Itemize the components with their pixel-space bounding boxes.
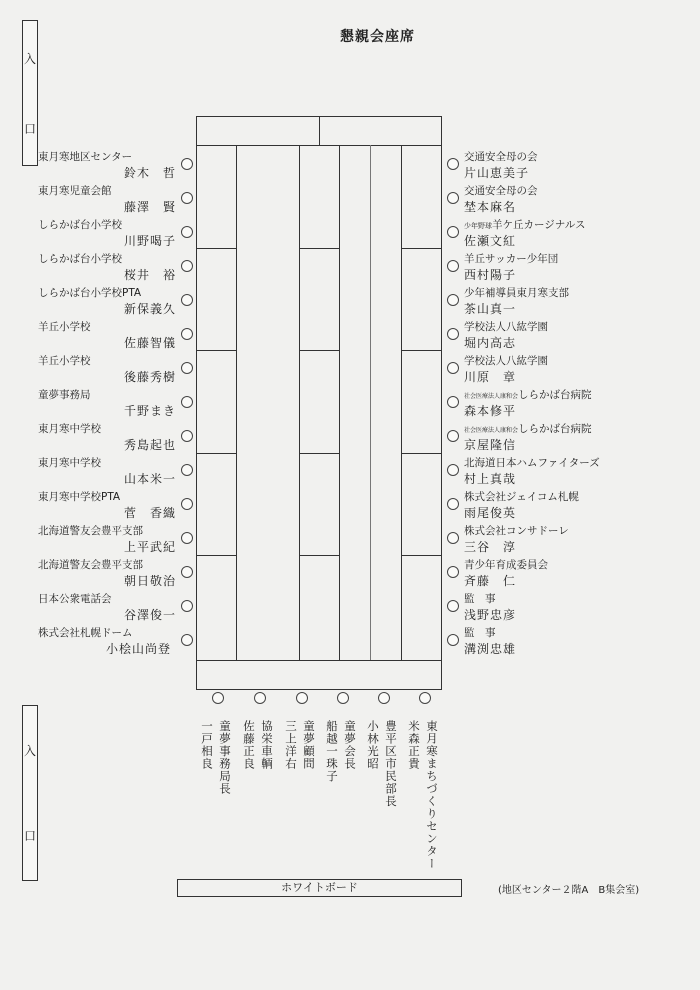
inner-line xyxy=(236,145,237,660)
table-divider xyxy=(299,248,339,249)
guest-bottom-text: 佐藤正良 xyxy=(242,720,256,770)
guest-org-prefix: 少年野球 xyxy=(464,222,492,230)
guest-name: 菅 香織 xyxy=(124,506,177,520)
guest-org xyxy=(464,149,538,164)
seat-circle[interactable] xyxy=(447,532,459,544)
table-top-divider xyxy=(319,116,320,146)
guest-org xyxy=(464,285,569,300)
guest-org: 東月寒中学校 xyxy=(38,457,101,469)
seat-circle[interactable] xyxy=(181,362,193,374)
guest-name: 新保義久 xyxy=(124,302,177,316)
guest-org: 北海道警友会豊平支部 xyxy=(38,559,143,571)
seat-circle[interactable] xyxy=(447,566,459,578)
guest-org: しらかば台小学校 xyxy=(38,253,122,265)
guest-name: 川原 章 xyxy=(464,370,517,384)
inner-line xyxy=(401,145,402,660)
guest-name: 斉藤 仁 xyxy=(464,574,517,588)
guest-name: 堀内高志 xyxy=(464,336,517,350)
seat-circle[interactable] xyxy=(181,430,193,442)
guest-org xyxy=(464,557,548,572)
guest-org-text: 監 事 xyxy=(464,627,496,639)
guest-name: 京屋隆信 xyxy=(464,438,517,452)
seat-circle[interactable] xyxy=(447,158,459,170)
guest-name: 鈴木 哲 xyxy=(124,166,177,180)
guest-org xyxy=(464,523,569,538)
guest-org-text: 羊丘サッカー少年団 xyxy=(464,253,559,265)
guest-org: 東月寒中学校 xyxy=(38,423,101,435)
guest-bottom-text: 東月寒まちづくりセンター xyxy=(425,720,439,870)
table-divider xyxy=(299,453,339,454)
guest-name: 上平武紀 xyxy=(124,540,177,554)
table-divider xyxy=(196,555,236,556)
seat-circle[interactable] xyxy=(254,692,266,704)
seat-circle[interactable] xyxy=(181,600,193,612)
seat-circle[interactable] xyxy=(181,396,193,408)
guest-name: 小桧山尚登 xyxy=(106,642,172,656)
seat-circle[interactable] xyxy=(447,498,459,510)
seat-circle[interactable] xyxy=(447,260,459,272)
seat-circle[interactable] xyxy=(181,294,193,306)
entrance-char-2: 口 xyxy=(24,829,37,843)
seat-circle[interactable] xyxy=(181,498,193,510)
seat-circle[interactable] xyxy=(181,464,193,476)
seat-circle[interactable] xyxy=(181,260,193,272)
seat-circle[interactable] xyxy=(181,532,193,544)
guest-org-text: 交通安全母の会 xyxy=(464,151,538,163)
table-divider xyxy=(401,350,442,351)
seat-circle[interactable] xyxy=(181,566,193,578)
guest-org-text: 学校法人八紘学園 xyxy=(464,355,548,367)
guest-name: 溝渕忠雄 xyxy=(464,642,517,656)
guest-name: 西村陽子 xyxy=(464,268,517,282)
guest-name: 佐藤智儀 xyxy=(124,336,177,350)
inner-line xyxy=(339,145,340,660)
inner-thin-line xyxy=(370,145,371,660)
guest-org xyxy=(464,387,592,402)
whiteboard-label: ホワイトボード xyxy=(177,879,462,897)
guest-bottom-text: 船越一珠子 xyxy=(325,720,339,783)
entrance-top xyxy=(22,20,38,166)
guest-name: 浅野忠彦 xyxy=(464,608,517,622)
guest-org-text: 羊ケ丘カージナルス xyxy=(492,219,586,231)
seat-circle[interactable] xyxy=(447,226,459,238)
guest-org-text: 交通安全母の会 xyxy=(464,185,538,197)
guest-org-text: 少年補導員東月寒支部 xyxy=(464,287,569,299)
seat-circle[interactable] xyxy=(447,294,459,306)
guest-org-text: 株式会社コンサドーレ xyxy=(464,525,569,537)
guest-org xyxy=(464,591,496,606)
seat-circle[interactable] xyxy=(447,600,459,612)
guest-org: 北海道警友会豊平支部 xyxy=(38,525,143,537)
seat-circle[interactable] xyxy=(181,192,193,204)
guest-name: 後藤秀樹 xyxy=(124,370,177,384)
seat-circle[interactable] xyxy=(447,634,459,646)
guest-org: 株式会社札幌ドーム xyxy=(38,627,133,639)
guest-name: 谷澤俊一 xyxy=(124,608,177,622)
guest-org: 東月寒地区センター xyxy=(38,151,133,163)
guest-org xyxy=(464,455,600,470)
guest-org: しらかば台小学校PTA xyxy=(38,287,142,299)
guest-bottom-text: 協栄車輌 xyxy=(260,720,274,770)
guest-org-text: 監 事 xyxy=(464,593,496,605)
guest-name: 佐瀬文紅 xyxy=(464,234,517,248)
guest-name: 桜井 裕 xyxy=(124,268,177,282)
guest-name: 茶山真一 xyxy=(464,302,517,316)
table-bottom-edge xyxy=(196,660,442,661)
seat-circle[interactable] xyxy=(447,362,459,374)
guest-org: 東月寒中学校PTA xyxy=(38,491,121,503)
page-title: 懇親会座席 xyxy=(340,29,415,45)
seat-circle[interactable] xyxy=(181,158,193,170)
table-divider xyxy=(401,248,442,249)
guest-org: しらかば台小学校 xyxy=(38,219,122,231)
entrance-char-1: 入 xyxy=(24,51,37,66)
guest-org-prefix: 社会医療法人康和会 xyxy=(464,393,519,400)
seat-circle[interactable] xyxy=(447,396,459,408)
inner-line xyxy=(299,145,300,660)
table-divider xyxy=(299,350,339,351)
guest-bottom-text: 一戸相良 xyxy=(200,720,214,770)
guest-org xyxy=(464,625,496,640)
guest-org xyxy=(464,183,538,198)
seat-circle[interactable] xyxy=(296,692,308,704)
entrance-char-1: 入 xyxy=(24,744,37,758)
seat-circle[interactable] xyxy=(447,328,459,340)
guest-org xyxy=(464,217,585,232)
guest-bottom-text: 童夢会長 xyxy=(343,720,357,770)
guest-bottom-text: 米森正貴 xyxy=(407,720,421,770)
guest-name: 森本修平 xyxy=(464,404,517,418)
guest-name: 埜本麻名 xyxy=(464,200,517,214)
seat-circle[interactable] xyxy=(447,430,459,442)
seat-circle[interactable] xyxy=(447,464,459,476)
table-divider xyxy=(299,555,339,556)
guest-bottom-text: 童夢事務局長 xyxy=(218,720,232,795)
guest-name: 川野喝子 xyxy=(124,234,177,248)
guest-name: 朝日敬治 xyxy=(124,574,177,588)
seat-circle[interactable] xyxy=(181,634,193,646)
seat-circle[interactable] xyxy=(419,692,431,704)
guest-org-text: 株式会社ジェイコム札幌 xyxy=(464,491,579,503)
guest-bottom-text: 童夢顧問 xyxy=(302,720,316,770)
guest-org-prefix: 社会医療法人康和会 xyxy=(464,427,519,434)
seat-circle[interactable] xyxy=(447,192,459,204)
guest-org-text: 学校法人八紘学園 xyxy=(464,321,548,333)
seat-circle[interactable] xyxy=(378,692,390,704)
guest-name: 村上真哉 xyxy=(464,472,517,486)
table-outline xyxy=(196,116,442,690)
guest-org xyxy=(464,421,592,436)
guest-org xyxy=(464,353,548,368)
table-divider xyxy=(401,453,442,454)
guest-org-text: しらかば台病院 xyxy=(518,389,592,401)
guest-org-text: しらかば台病院 xyxy=(518,423,592,435)
table-divider xyxy=(196,453,236,454)
entrance-bottom xyxy=(22,705,38,881)
guest-name: 三谷 淳 xyxy=(464,540,517,554)
table-divider xyxy=(196,248,236,249)
guest-name: 片山恵美子 xyxy=(464,166,530,180)
guest-org: 羊丘小学校 xyxy=(38,355,91,367)
guest-org xyxy=(464,319,548,334)
table-divider xyxy=(196,350,236,351)
seat-circle[interactable] xyxy=(337,692,349,704)
guest-name: 秀島起也 xyxy=(124,438,177,452)
table-divider xyxy=(401,555,442,556)
room-label: (地区センター２階A B集会室) xyxy=(498,885,640,896)
guest-org: 羊丘小学校 xyxy=(38,321,91,333)
guest-bottom-text: 豊平区市民部長 xyxy=(384,720,398,808)
seat-circle[interactable] xyxy=(181,226,193,238)
guest-name: 千野まき xyxy=(124,404,177,418)
guest-org xyxy=(464,251,558,266)
guest-org-text: 青少年育成委員会 xyxy=(464,559,548,571)
seat-circle[interactable] xyxy=(212,692,224,704)
guest-org: 東月寒児童会館 xyxy=(38,185,112,197)
guest-name: 山本米一 xyxy=(124,472,177,486)
seat-circle[interactable] xyxy=(181,328,193,340)
guest-org: 日本公衆電話会 xyxy=(38,593,112,605)
guest-name: 雨尾俊英 xyxy=(464,506,517,520)
guest-bottom-text: 三上洋右 xyxy=(284,720,298,770)
guest-org: 童夢事務局 xyxy=(38,389,91,401)
entrance-char-2: 口 xyxy=(24,121,37,136)
guest-org-text: 北海道日本ハムファイターズ xyxy=(464,457,600,469)
guest-bottom-text: 小林光昭 xyxy=(366,720,380,770)
guest-name: 藤澤 賢 xyxy=(124,200,177,214)
guest-org xyxy=(464,489,579,504)
